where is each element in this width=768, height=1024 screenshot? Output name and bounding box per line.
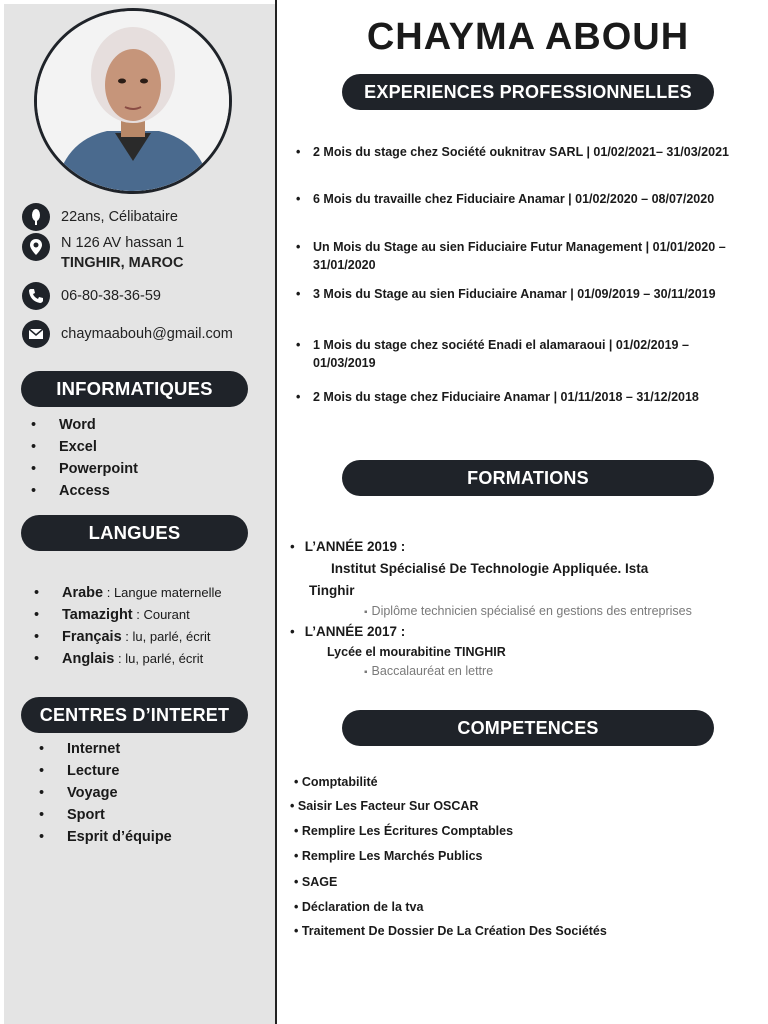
list-item: • Internet <box>67 738 172 760</box>
list-item <box>62 582 222 604</box>
competence-item: • Déclaration de la tva <box>294 900 424 914</box>
competence-item: • Remplire Les Écritures Comptables <box>294 824 514 838</box>
formation-diploma-1: ▪ Diplôme technicien spécialisé en gestions des entreprises <box>364 604 692 618</box>
column-divider <box>275 0 277 1024</box>
experience-item: • Un Mois du Stage au sien Fiduciaire Futur Management | 01/01/2020 – 31/01/2020 <box>296 238 751 274</box>
email-text: chaymaabouh@gmail.com <box>61 326 233 342</box>
interets-list <box>67 738 172 848</box>
experience-item: • 1 Mois du stage chez société Enadi el alamaraoui | 01/02/2019 – 01/03/2019 <box>296 336 751 372</box>
list-item: • Excel <box>59 436 138 458</box>
competence-item: • SAGE <box>294 875 338 889</box>
location-pin-icon <box>22 233 50 261</box>
list-item: • Sport <box>67 804 172 826</box>
list-item: • Access <box>59 480 138 502</box>
formation-school-2: Lycée el mourabitine TINGHIR <box>327 645 506 659</box>
language-level: : Courant <box>132 607 190 622</box>
section-langues-title: LANGUES <box>21 515 248 551</box>
formation-school-1-city: Tinghir <box>309 583 355 598</box>
contact-age-status <box>22 203 178 231</box>
phone-text: 06-80-38-36-59 <box>61 288 161 304</box>
section-competences-title: COMPETENCES <box>342 710 714 746</box>
formation-year-2017: • L’ANNÉE 2017 : <box>290 624 406 639</box>
contact-email <box>22 320 233 348</box>
language-level: : lu, parlé, écrit <box>121 629 211 644</box>
language-level: : lu, parlé, écrit <box>114 651 204 666</box>
experience-item: • 2 Mois du stage chez Société ouknitrav SARL | 01/02/2021– 31/03/2021 <box>296 143 751 161</box>
contact-address <box>22 233 184 273</box>
language-name: Arabe <box>62 585 104 601</box>
section-informatiques-title: INFORMATIQUES <box>21 371 248 407</box>
address-line2: TINGHIR, MAROC <box>61 255 184 271</box>
competence-item: • Comptabilité <box>294 775 378 789</box>
list-item: • Word <box>59 414 138 436</box>
competence-item: • Remplire Les Marchés Publics <box>294 849 483 863</box>
list-item <box>62 648 222 670</box>
formation-diploma-2: ▪ Baccalauréat en lettre <box>364 664 493 678</box>
profile-photo <box>34 8 232 194</box>
address-line1: N 126 AV hassan 1 <box>61 235 185 251</box>
experience-item: • 6 Mois du travaille chez Fiduciaire Anamar | 01/02/2020 – 08/07/2020 <box>296 190 751 208</box>
experience-item: • 3 Mois du Stage au sien Fiduciaire Anamar | 01/09/2019 – 30/11/2019 <box>296 285 751 303</box>
langues-list <box>62 582 222 670</box>
person-icon <box>22 203 50 231</box>
page-title: CHAYMA ABOUH <box>366 16 690 58</box>
list-item: • Esprit d’équipe <box>67 826 172 848</box>
phone-icon <box>22 282 50 310</box>
competence-item: • Traitement De Dossier De La Création Des Sociétés <box>294 924 607 938</box>
section-experiences-title: EXPERIENCES PROFESSIONNELLES <box>342 74 714 110</box>
envelope-icon <box>22 320 50 348</box>
section-interets-title: CENTRES D’INTERET <box>21 697 248 733</box>
contact-phone <box>22 282 161 310</box>
language-level: : Langue maternelle <box>103 585 222 600</box>
experience-item: • 2 Mois du stage chez Fiduciaire Anamar | 01/11/2018 – 31/12/2018 <box>296 388 751 406</box>
section-formations-title: FORMATIONS <box>342 460 714 496</box>
age-status-text: 22ans, Célibataire <box>61 209 178 225</box>
list-item <box>62 626 222 648</box>
list-item <box>62 604 222 626</box>
list-item: • Voyage <box>67 782 172 804</box>
language-name: Anglais <box>62 651 115 667</box>
competence-item: • Saisir Les Facteur Sur OSCAR <box>290 799 479 813</box>
list-item: • Lecture <box>67 760 172 782</box>
formation-year-2019: • L’ANNÉE 2019 : <box>290 539 406 554</box>
list-item: • Powerpoint <box>59 458 138 480</box>
portrait-illustration <box>37 11 229 191</box>
informatiques-list <box>59 414 138 502</box>
language-name: Tamazight <box>62 607 133 623</box>
language-name: Français <box>62 629 122 645</box>
formation-school-1: Institut Spécialisé De Technologie Appliquée. Ista <box>331 561 649 576</box>
